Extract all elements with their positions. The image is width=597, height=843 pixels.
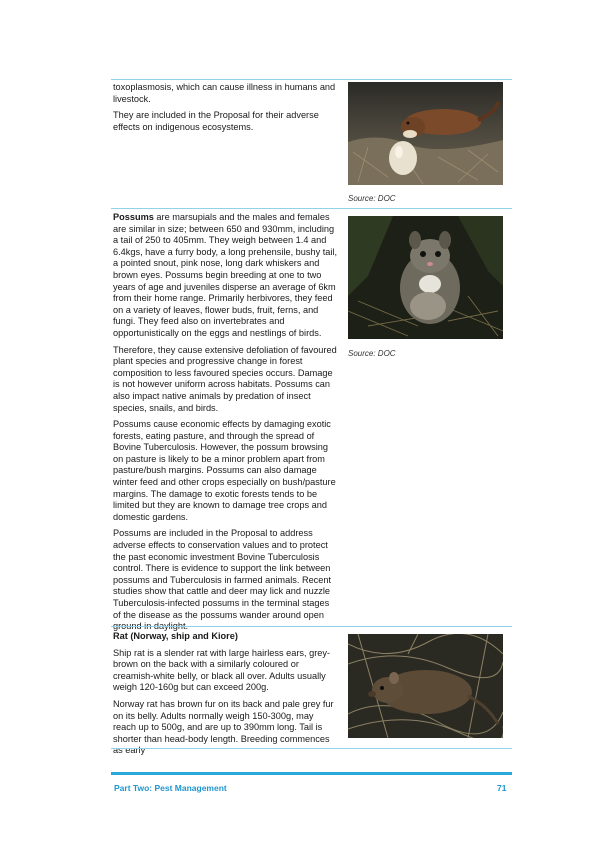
possums-paragraph-1-body: are marsupials and the males and females are similar in size; between 650 and 930mm, including a tail of 250 to 405mm. They weigh between 1.4 and 6.4kgs, have a furry body, a long prehensile, bushy tail, a pointed snout, pink nose, long dark whiskers and brown eyes. Possums begin breeding at one to two years of age and juveniles disperse an average of 6km from their home range. Primarily herbivores, they feed on a variety of leaves, flower buds, fruit, ferns, and fungi. They feed also on invertebrates and opportunistically on the eggs and nestlings of birds.: [113, 212, 338, 338]
page-number: 71: [497, 783, 507, 793]
possum-photo: [348, 216, 503, 339]
rat-in-nest-photo: [348, 634, 503, 738]
possums-lead: Possums: [113, 212, 154, 222]
stoat-photo-source: Source: DOC: [348, 194, 396, 203]
stoat-with-egg-photo: [348, 82, 503, 185]
rat-heading: Rat (Norway, ship and Kiore): [113, 631, 238, 641]
possum-photo-source: Source: DOC: [348, 349, 396, 358]
section-divider-bottom: [111, 748, 512, 749]
possums-paragraph-3: Possums cause economic effects by damaging exotic forests, eating pasture, and through the spread of Bovine Tuberculosis. However, the possum browsing on pasture is likely to be a minor problem apart from pasture/bush margins. Possums can also damage winter feed and other crops especially on bush/pasture margins. The damage to exotic forests tends to be limited but they are known to damage tree crops and domestic gardens.: [113, 419, 336, 522]
possums-paragraph-4: Possums are included in the Proposal to address adverse effects to conservation values and to protect the past economic investment Bovine Tuberculosis control. There is evidence to support the link between possums and Tuberculosis in farmed animals. Recent studies show that cattle and deer may lick and nuzzle Tuberculosis-infected possums in the terminal stages of the disease as the possums wander around open ground in daylight.: [113, 528, 332, 632]
section1-paragraph-2: They are included in the Proposal for their adverse effects on indigenous ecosystems.: [113, 110, 319, 132]
possums-text: [113, 212, 338, 638]
rat-paragraph-2: Norway rat has brown fur on its back and pale grey fur on its belly. Adults normally weigh 150-300g, may reach up to 500g, and are up to 390mm long. Tail is shorter than head-body length. Breeding commences as early: [113, 698, 334, 756]
section1-paragraph-1: toxoplasmosis, which can cause illness in humans and livestock.: [113, 82, 336, 104]
rat-text: [113, 631, 338, 762]
section-divider-top: [111, 79, 512, 80]
section-divider-possums: [111, 208, 512, 209]
section1-text: [113, 82, 338, 138]
section-divider-rat: [111, 626, 512, 627]
footer-section-title: Part Two: Pest Management: [114, 783, 227, 793]
possums-paragraph-1: [113, 212, 338, 340]
footer-rule: [111, 772, 512, 775]
possums-paragraph-2: Therefore, they cause extensive defoliation of favoured plant species and progressive change in forest composition to less favoured species occurs. Damage is not however uniform across habitats. Possums can also impact native animals by predation of insect species, snails, and birds.: [113, 344, 337, 413]
rat-paragraph-1: Ship rat is a slender rat with large hairless ears, grey-brown on the back with a similarly coloured or creamish-white belly, or black all over. Adults usually weigh 120-160g but can exceed 200g.: [113, 647, 331, 693]
